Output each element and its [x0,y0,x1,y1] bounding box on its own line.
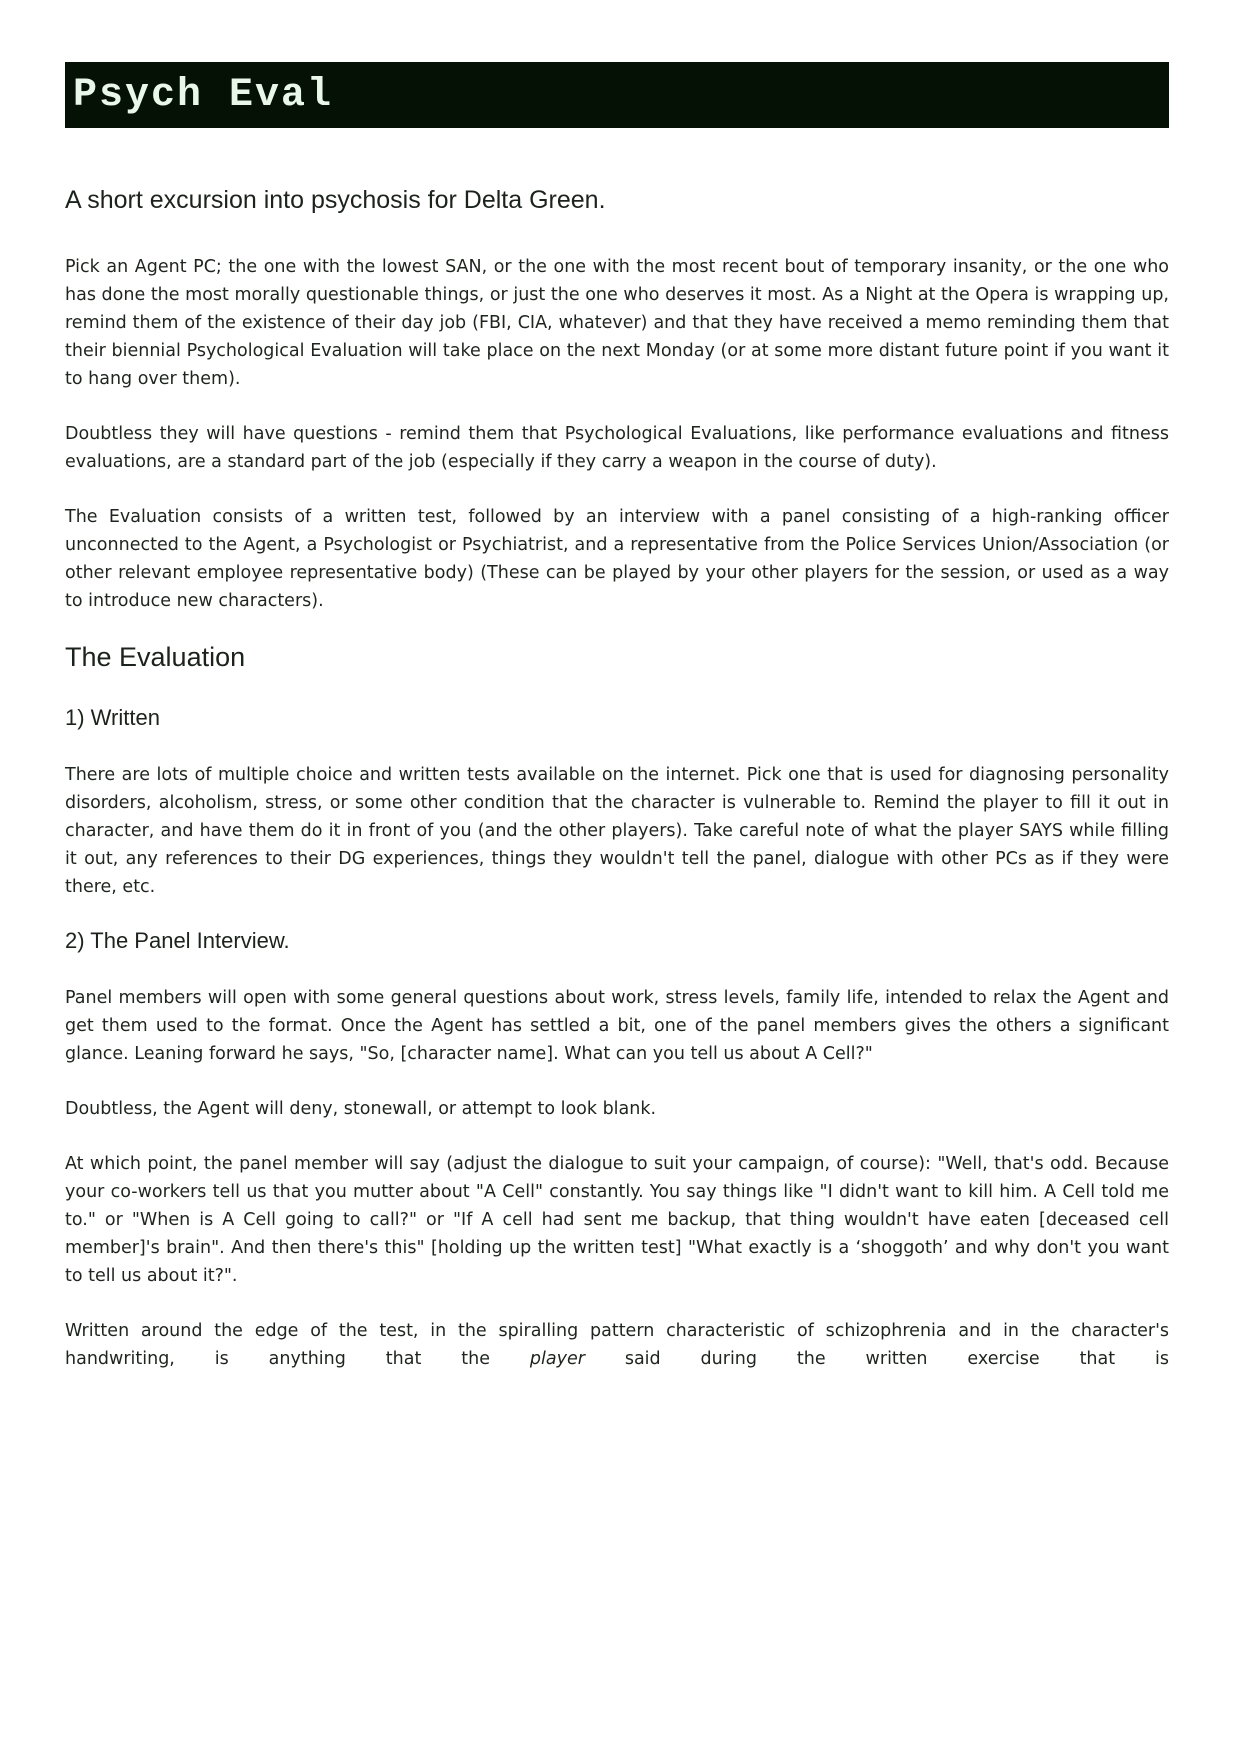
subsection-heading-panel-interview: 2) The Panel Interview. [65,928,290,953]
section-heading-the-evaluation: The Evaluation [65,642,246,672]
paragraph-intro-1: Pick an Agent PC; the one with the lowest SAN, or the one with the most recent bout of temporary insanity, or the one who has done the most morally questionable things, or just the one who deserves it most. As a Night at the Opera is wrapping up, remind them of the existence of their day job (FBI, CIA, whatever) and that they have received a memo reminding them that their biennial Psychological Evaluation will take place on the next Monday (or at some more distant future point if you want it to hang over them). [65,257,1169,389]
title-banner [65,62,1169,128]
subsection-heading-written: 1) Written [65,705,160,730]
page-title: Psych Eval [73,72,334,118]
paragraph-written-test: There are lots of multiple choice and written tests available on the internet. Pick one that is used for diagnosing personality disorders, alcoholism, stress, or some other condition that the character is vulnerable to. Remind the player to fill it out in character, and have them do it in front of you (and the other players). Take careful note of what the player SAYS while filling it out, any references to their DG experiences, things they wouldn't tell the panel, dialogue with other PCs as if they were there, etc. [65,765,1169,897]
paragraph-agent-deny: Doubtless, the Agent will deny, stonewall, or attempt to look blank. [65,1099,657,1119]
final-paragraph-after: said during the written exercise that is [584,1349,1170,1369]
final-paragraph-before: Written around the edge of the test, in the spiralling pattern characteristic of schizophrenia and in the character's handwriting, is anything that the [65,1321,1169,1369]
paragraph-panel-open: Panel members will open with some general questions about work, stress levels, family life, intended to relax the Agent and get them used to the format. Once the Agent has settled a bit, one of the panel members gives the others a significant glance. Leaning forward he says, "So, [character name]. What can you tell us about A Cell?" [65,988,1169,1064]
paragraph-intro-3: The Evaluation consists of a written test, followed by an interview with a panel consisting of a high-ranking officer unconnected to the Agent, a Psychologist or Psychiatrist, and a representative from the Police Services Union/Association (or other relevant employee representative body) (These can be played by your other players for the session, or used as a way to introduce new characters). [65,507,1169,611]
document-subtitle: A short excursion into psychosis for Delta Green. [65,186,606,214]
document-body [65,186,1169,1373]
paragraph-panel-confrontation: At which point, the panel member will say (adjust the dialogue to suit your campaign, of course): "Well, that's odd. Because your co-workers tell us that you mutter about "A Cell" constantly. You say things like "I didn't want to kill him. A Cell told me to." or "When is A Cell going to call?" or "If A cell had sent me backup, that thing wouldn't have eaten [deceased cell member]'s brain". And then there's this" [holding up the written test] "What exactly is a ‘shoggoth’ and why don't you want to tell us about it?". [65,1154,1169,1286]
final-paragraph-italic-word: player [529,1349,585,1369]
paragraph-intro-2: Doubtless they will have questions - remind them that Psychological Evaluations, like performance evaluations and fitness evaluations, are a standard part of the job (especially if they carry a weapon in the course of duty). [65,424,1169,472]
paragraph-final [65,1317,1169,1373]
